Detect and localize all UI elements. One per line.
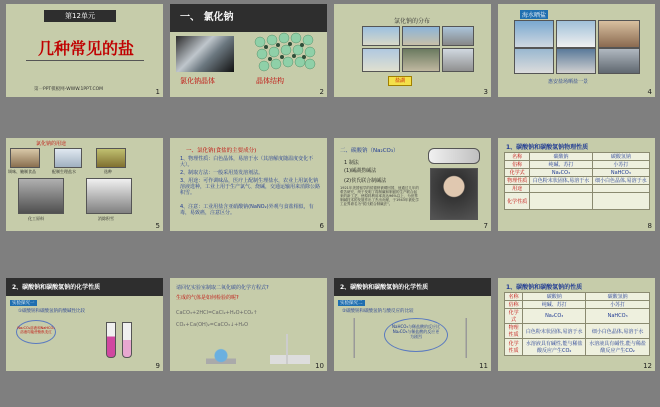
slide-thumbnail-8[interactable] bbox=[498, 138, 655, 231]
sea-salt-photo-5 bbox=[556, 48, 596, 74]
table-cell: 白色粉末状固体,易溶于水 bbox=[530, 177, 592, 185]
slide-number: 7 bbox=[483, 222, 488, 230]
bio-text: 1921年美国留学的侯德榜被聘回国，他通过几年的艰苦研究，终于发明了将制碱和制氨的生产联合起来的新工艺，使原料利用率高达96%以上，为世界制碱技术的发展作出了杰出贡献，于1943年被化学工业界命名为"侯氏联合制碱法"。 bbox=[340, 186, 419, 206]
slide-caption: 惠安盐场晒盐一景 bbox=[548, 79, 589, 85]
table-cell: NaHCO₃ bbox=[592, 169, 649, 177]
use-photo-seed bbox=[96, 148, 126, 168]
table-cell: 碳酸钠 bbox=[523, 293, 586, 301]
slide-thumbnail-10[interactable] bbox=[170, 278, 327, 371]
sea-salt-photo-3 bbox=[598, 20, 640, 48]
table-cell: 俗称 bbox=[505, 161, 530, 169]
slide-thumbnail-7[interactable] bbox=[334, 138, 491, 231]
table-cell: 纯碱、苏打 bbox=[523, 301, 586, 309]
table-cell: 化学式 bbox=[505, 309, 523, 324]
experiment-step: ①碳酸钠和碳酸氢钠的酸碱性比较 bbox=[18, 309, 86, 314]
question-text: 请回忆实验室制取二氧化碳的化学方程式? bbox=[176, 285, 269, 291]
footer-text: 第一PPT模板网-WWW.1PPT.COM bbox=[34, 87, 104, 92]
use-photo-saline bbox=[54, 148, 82, 168]
text-line-1: 1 制法 bbox=[344, 160, 359, 166]
text-line-3: (2)侯氏联合制碱法 bbox=[344, 178, 387, 184]
table-cell: 俗称 bbox=[505, 301, 523, 309]
slide-thumbnail-9[interactable] bbox=[6, 278, 163, 371]
slide-number: 6 bbox=[319, 222, 324, 230]
conclusion-bubble: Na₂CO₃溶液和NaHCO₃溶液均能使酚酞变红 bbox=[16, 320, 56, 344]
properties-table bbox=[504, 292, 650, 356]
table-cell bbox=[530, 193, 592, 210]
sea-salt-photo-6 bbox=[598, 48, 640, 74]
slide-thumbnail-5[interactable] bbox=[6, 138, 163, 231]
salt-lake-photo-6 bbox=[442, 48, 474, 72]
table-cell: 碳酸氢钠 bbox=[592, 153, 649, 161]
slide-number: 9 bbox=[155, 362, 160, 370]
slide-thumbnail-11[interactable] bbox=[334, 278, 491, 371]
use-label-snow: 消除积雪 bbox=[98, 216, 114, 221]
table-cell: 名称 bbox=[505, 293, 523, 301]
text-line-3: 3、用途：可作调味品，医疗上配制生理盐水，农业上用氯化钠溶液选种，工业上用于生产氯气、烧碱，交通运输用来消除公路积雪。 bbox=[180, 178, 321, 196]
use-photo-seasoning bbox=[10, 148, 40, 168]
slide-heading: 氯化钠的分布 bbox=[394, 18, 431, 25]
slide-number: 2 bbox=[319, 88, 324, 96]
table-cell: 细小白色晶体,易溶于水 bbox=[586, 324, 650, 339]
table-cell: 物理性质 bbox=[505, 177, 530, 185]
salt-lake-label: 盐湖 bbox=[388, 76, 412, 86]
slide-number: 3 bbox=[483, 88, 488, 96]
slide-heading: 海水晒盐 bbox=[522, 12, 547, 19]
gas-apparatus-image bbox=[206, 336, 236, 364]
slide-title: 几种常见的盐 bbox=[37, 39, 134, 58]
table-cell bbox=[592, 193, 649, 210]
equation-2: CO₂+Ca(OH)₂=CaCO₃↓+H₂O bbox=[176, 322, 249, 328]
salt-lake-photo-2 bbox=[402, 26, 440, 46]
use-label-saline: 配制生理盐水 bbox=[52, 169, 76, 174]
experiment-step: ②碳酸钠和碳酸氢钠与酸反应的比较 bbox=[342, 309, 414, 314]
slide-thumbnail-2[interactable] bbox=[170, 4, 327, 97]
salt-lake-photo-3 bbox=[442, 26, 474, 46]
table-cell: 水溶液具有碱性,能与稀盐酸反应产生CO₂ bbox=[586, 339, 650, 356]
table-cell bbox=[592, 185, 649, 193]
slide-heading: 一、 氯化钠 bbox=[180, 12, 234, 23]
chapter-banner: 第12单元 bbox=[44, 10, 116, 22]
use-label-seed: 选种 bbox=[104, 169, 112, 174]
slide-number: 1 bbox=[155, 88, 160, 96]
conclusion-bubble: NaHCO₃与稀盐酸的反应比Na₂CO₃与稀盐酸的反应更为剧烈 bbox=[384, 318, 448, 352]
table-cell: 纯碱、苏打 bbox=[530, 161, 592, 169]
apparatus-right-image bbox=[452, 318, 482, 358]
table-cell: 碳酸钠 bbox=[530, 153, 592, 161]
slide-heading: 2、碳酸钠和碳酸氢钠的化学性质 bbox=[340, 284, 429, 291]
slide-heading: 1、碳酸钠和碳酸氢钠物理性质 bbox=[506, 144, 589, 151]
slide-number: 5 bbox=[155, 222, 160, 230]
table-cell: 化学式 bbox=[505, 169, 530, 177]
sea-salt-photo-1 bbox=[514, 20, 554, 48]
slide-heading: 二、碳酸钠（Na₂CO₃） bbox=[340, 148, 399, 154]
equation-1: CaCO₃+2HCl=CaCl₂+H₂O+CO₂↑ bbox=[176, 310, 258, 316]
slide-number: 10 bbox=[315, 362, 324, 370]
text-line-1: 1、物理性质：白色晶体，易溶于水（其溶解度随温度变化不大）。 bbox=[180, 156, 314, 168]
title-underline bbox=[26, 60, 144, 61]
sea-salt-photo-2 bbox=[556, 20, 596, 48]
salt-lake-photo-5 bbox=[402, 48, 440, 72]
question-text-2: 生成的气体是如何检验的呢? bbox=[176, 295, 239, 301]
soda-bottle-image bbox=[428, 148, 480, 164]
use-photo-snow bbox=[86, 178, 132, 214]
slide-number: 4 bbox=[647, 88, 652, 96]
caption-crystal: 氯化钠晶体 bbox=[180, 77, 215, 85]
slide-heading: 1、碳酸钠和碳酸氢钠的性质 bbox=[506, 284, 583, 291]
slide-thumbnail-1[interactable] bbox=[6, 4, 163, 97]
text-line-2: 2、制取方法：一般采用蒸发溶剂法。 bbox=[180, 170, 264, 176]
salt-crystal-image bbox=[176, 36, 234, 72]
experiment-tag: 实验探究一 bbox=[12, 301, 35, 306]
slide-thumbnail-3[interactable] bbox=[334, 4, 491, 97]
slide-heading: 2、碳酸钠和碳酸氢钠的化学性质 bbox=[12, 284, 101, 291]
table-cell: Na₂CO₃ bbox=[530, 169, 592, 177]
table-cell: 物理性质 bbox=[505, 324, 523, 339]
slide-number: 8 bbox=[647, 222, 652, 230]
table-cell: 小苏打 bbox=[592, 161, 649, 169]
experiment-tag: 实验探究二 bbox=[340, 301, 363, 306]
salt-lake-photo-1 bbox=[362, 26, 400, 46]
apparatus-left-image bbox=[340, 318, 370, 358]
table-cell: 化学性质 bbox=[505, 193, 530, 210]
table-cell: 小苏打 bbox=[586, 301, 650, 309]
table-cell: 碳酸氢钠 bbox=[586, 293, 650, 301]
table-cell bbox=[530, 185, 592, 193]
table-cell: 用途 bbox=[505, 185, 530, 193]
table-cell: 细小白色晶体,易溶于水 bbox=[592, 177, 649, 185]
slide-heading: 一、氯化钠(食盐的主要成分) bbox=[186, 148, 257, 154]
crystal-structure-image bbox=[248, 30, 318, 74]
slide-number: 11 bbox=[479, 362, 488, 370]
slide-number: 12 bbox=[643, 362, 652, 370]
text-line-4: 4、注意：工业用盐含亚硝酸钠(NaNO₂)外观与食盐相似，有毒，易致癌，注意区分。 bbox=[180, 204, 314, 216]
table-cell: 水溶液具有碱性,能与稀盐酸反应产生CO₂ bbox=[523, 339, 586, 356]
text-line-2: (1)碱湖捞碱法 bbox=[344, 168, 377, 174]
use-photo-chemical bbox=[18, 178, 64, 214]
table-cell: 名称 bbox=[505, 153, 530, 161]
test-tube-sodium-carbonate bbox=[106, 322, 116, 358]
slide-heading: 氯化钠的用途 bbox=[36, 141, 67, 147]
caption-structure: 晶体结构 bbox=[256, 77, 284, 85]
table-cell: 化学性质 bbox=[505, 339, 523, 356]
slide-thumbnail-12[interactable] bbox=[498, 278, 655, 371]
slide-thumbnail-6[interactable] bbox=[170, 138, 327, 231]
properties-table bbox=[504, 152, 650, 210]
salt-lake-photo-4 bbox=[362, 48, 400, 72]
table-cell: NaHCO₃ bbox=[586, 309, 650, 324]
test-tube-sodium-bicarbonate bbox=[122, 322, 132, 358]
sea-salt-photo-4 bbox=[514, 48, 554, 74]
limewater-apparatus-image bbox=[270, 334, 310, 364]
use-label-seasoning: 调味、腌制食品 bbox=[8, 169, 36, 174]
table-cell: Na₂CO₃ bbox=[523, 309, 586, 324]
table-cell: 白色粉末状固体,易溶于水 bbox=[523, 324, 586, 339]
slide-thumbnail-4[interactable] bbox=[498, 4, 655, 97]
use-label-chemical: 化工原料 bbox=[28, 216, 44, 221]
hou-debang-portrait bbox=[430, 168, 478, 220]
